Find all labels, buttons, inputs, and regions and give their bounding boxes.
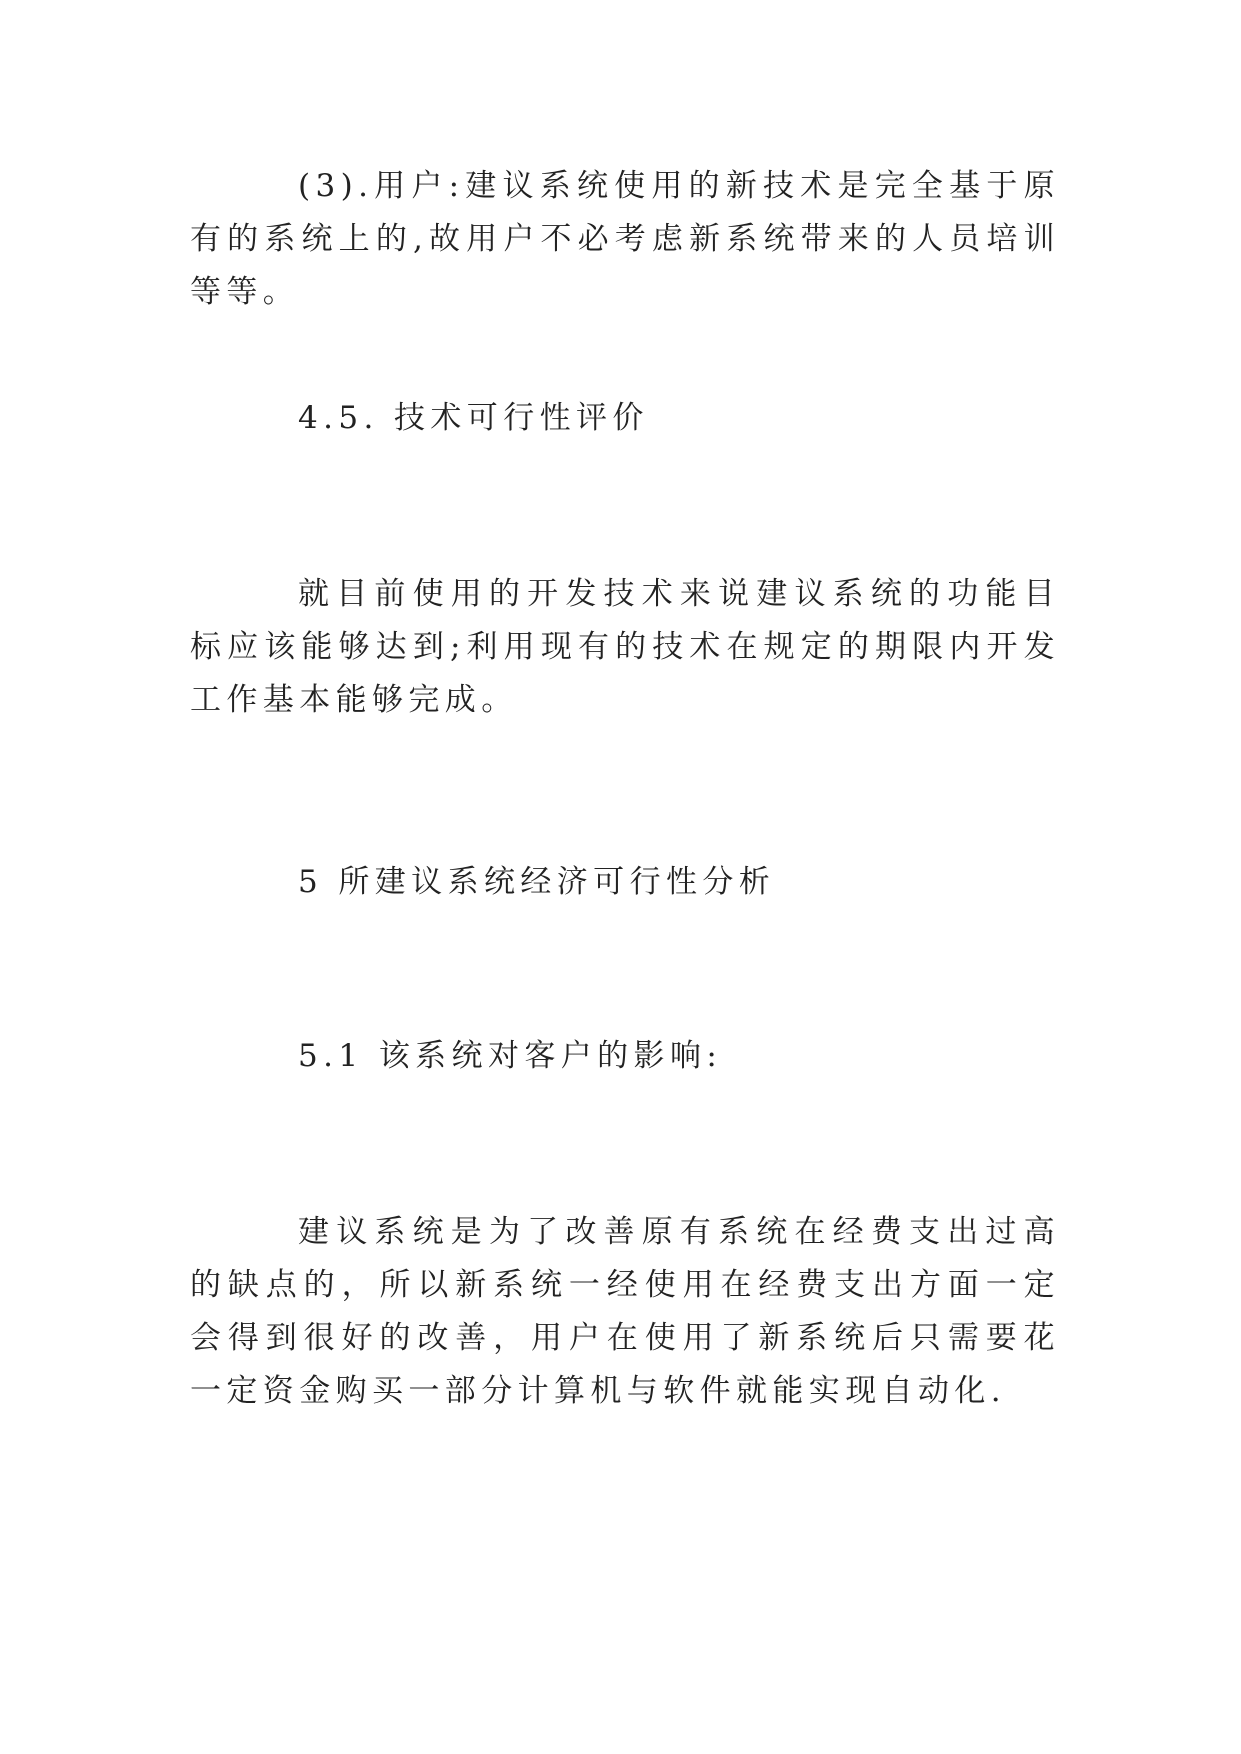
heading-tech-evaluation: 4.5. 技术可行性评价: [298, 400, 649, 436]
paragraph-user: (3).用户:建议系统使用的新技术是完全基于原有的系统上的,故用户不必考虑新系统带来的人员培训等等。: [190, 168, 1060, 310]
heading-customer-impact: 5.1 该系统对客户的影响:: [298, 1038, 723, 1074]
paragraph-customer-impact: 建议系统是为了改善原有系统在经费支出过高的缺点的，所以新系统一经使用在经费支出方面一定会得到很好的改善，用户在使用了新系统后只需要花一定资金购买一部分计算机与软件就能实现自动化.: [190, 1214, 1060, 1409]
heading-economic-feasibility: 5 所建议系统经济可行性分析: [298, 864, 776, 900]
paragraph-tech-evaluation: 就目前使用的开发技术来说建议系统的功能目标应该能够达到;利用现有的技术在规定的期限内开发工作基本能够完成。: [190, 576, 1060, 718]
